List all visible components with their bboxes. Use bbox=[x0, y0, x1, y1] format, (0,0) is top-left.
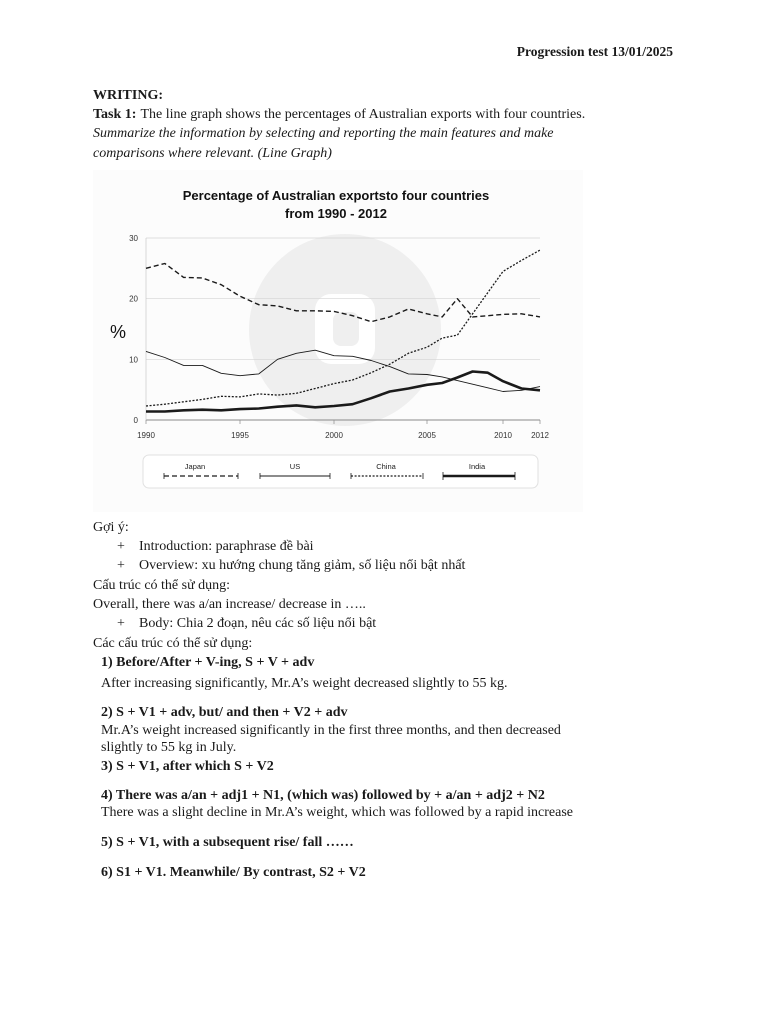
task-instructions-line-2: comparisons where relevant. (Line Graph) bbox=[93, 146, 332, 161]
bullet-marker: + bbox=[117, 616, 125, 631]
x-tick-label: 1990 bbox=[137, 431, 155, 440]
bullet-marker: + bbox=[117, 539, 125, 554]
structure-heading: Cấu trúc có thể sử dụng: bbox=[93, 578, 231, 593]
legend-label-china: China bbox=[376, 462, 396, 471]
test-title: Progression test 13/01/2025 bbox=[516, 44, 673, 59]
x-tick-label: 2010 bbox=[494, 431, 512, 440]
y-tick-label: 10 bbox=[129, 355, 138, 365]
structure-example: Mr.A’s weight increased significantly in the first three months, and then decreased bbox=[101, 723, 561, 738]
y-tick-label: 30 bbox=[129, 234, 138, 243]
line-chart bbox=[93, 170, 583, 512]
legend-label-us: US bbox=[289, 462, 301, 471]
structure-formula: 4) There was a/an + adj1 + N1, (which was) followed by + a/an + adj2 + N2 bbox=[101, 788, 545, 803]
guide-item-text: Body: Chia 2 đoạn, nêu các số liệu nổi bật bbox=[139, 616, 377, 631]
y-tick-label: 0 bbox=[133, 416, 138, 425]
task-label: Task 1: bbox=[93, 107, 137, 122]
task-instructions-line-1: Summarize the information by selecting and reporting the main features and make bbox=[93, 126, 554, 141]
structure-formula: 2) S + V1 + adv, but/ and then + V2 + adv bbox=[101, 705, 348, 720]
task-prompt bbox=[93, 106, 585, 124]
structure-example: After increasing significantly, Mr.A’s weight decreased slightly to 55 kg. bbox=[101, 676, 508, 691]
overall-template: Overall, there was a/an increase/ decrease in ….. bbox=[93, 597, 366, 612]
y-tick-label: 20 bbox=[129, 294, 138, 304]
legend-label-japan: Japan bbox=[184, 462, 206, 471]
x-tick-label: 2005 bbox=[418, 431, 436, 440]
structure-formula: 1) Before/After + V-ing, S + V + adv bbox=[101, 655, 315, 670]
structure-formula: 3) S + V1, after which S + V2 bbox=[101, 759, 274, 774]
structure-example: There was a slight decline in Mr.A’s weight, which was followed by a rapid increase bbox=[101, 805, 573, 820]
bullet-marker: + bbox=[117, 558, 125, 573]
watermark-logo bbox=[249, 234, 441, 426]
structure-formula: 6) S1 + V1. Meanwhile/ By contrast, S2 + V2 bbox=[101, 865, 366, 880]
x-tick-label: 2012 bbox=[531, 431, 549, 440]
section-heading: WRITING: bbox=[93, 88, 164, 103]
structure-example: slightly to 55 kg in July. bbox=[101, 740, 237, 755]
structure-formula: 5) S + V1, with a subsequent rise/ fall …… bbox=[101, 835, 354, 850]
x-tick-label: 1995 bbox=[231, 431, 249, 440]
legend-label-india: India bbox=[468, 462, 486, 471]
y-axis-label: % bbox=[109, 322, 127, 342]
chart-title: Percentage of Australian exportsto four countries bbox=[182, 188, 490, 203]
chart-legend bbox=[143, 455, 538, 488]
x-tick-label: 2000 bbox=[325, 431, 343, 440]
chart-subtitle: from 1990 - 2012 bbox=[285, 206, 387, 221]
line-chart-figure bbox=[93, 170, 583, 512]
task-description: The line graph shows the percentages of Australian exports with four countries. bbox=[140, 107, 586, 122]
guide-title: Gợi ý: bbox=[93, 520, 129, 535]
legend-box bbox=[143, 455, 538, 488]
guide-item-text: Overview: xu hướng chung tăng giảm, số liệu nổi bật nhất bbox=[139, 558, 466, 573]
structures-heading: Các cấu trúc có thể sử dụng: bbox=[93, 636, 253, 651]
guide-item-text: Introduction: paraphrase đề bài bbox=[139, 539, 314, 554]
